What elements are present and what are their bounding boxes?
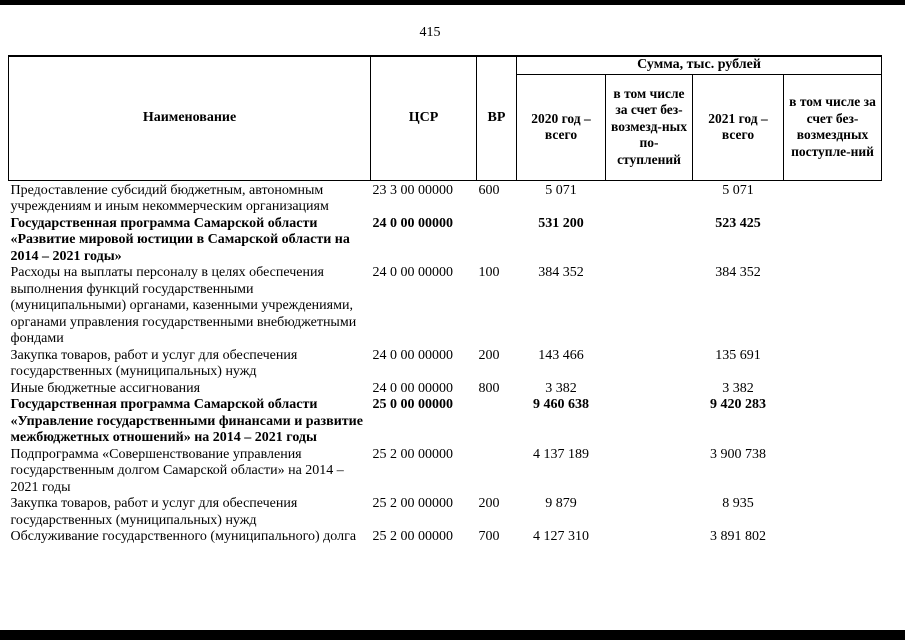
row-2021-incl: [784, 397, 882, 447]
row-vr: 600: [478, 182, 500, 198]
row-vr: 800: [478, 380, 500, 396]
row-csr: 25 0 00 00000: [372, 397, 453, 412]
row-2021-incl: [784, 447, 882, 497]
row-vr: 200: [478, 347, 500, 363]
row-2021-total: 5 071: [722, 182, 754, 198]
row-2021-incl: [784, 496, 882, 529]
row-2020-incl: [606, 397, 693, 447]
row-2020-total: 4 137 189: [533, 446, 589, 462]
header-2021-total: 2021 год – всего: [693, 74, 784, 180]
row-2021-total: 3 382: [722, 380, 754, 396]
table-row: [9, 447, 882, 497]
row-name: Обслуживание государственного (муниципального) долга: [10, 529, 357, 544]
row-2020-total: 5 071: [545, 182, 577, 198]
row-2020-total: 4 127 310: [533, 529, 589, 544]
row-vr: 700: [478, 529, 500, 544]
row-csr: 24 0 00 00000: [372, 380, 453, 396]
row-2021-total: 3 900 738: [710, 446, 766, 462]
budget-table: [8, 55, 882, 546]
row-vr: 200: [478, 496, 500, 511]
row-vr: [477, 397, 517, 447]
header-2021-incl: в том числе за счет без-возмездных поступле-ний: [784, 74, 882, 180]
row-2020-incl: [606, 529, 693, 546]
row-name: Государственная программа Самарской области «Развитие мировой юстиции в Самарской области на 2014 – 2021 годы»: [10, 215, 350, 264]
row-2020-incl: [606, 447, 693, 497]
row-2021-total: 8 935: [722, 496, 754, 511]
row-name: Иные бюджетные ассигнования: [10, 380, 201, 396]
row-2020-incl: [606, 496, 693, 529]
row-2021-incl: [784, 216, 882, 266]
row-csr: 24 0 00 00000: [372, 215, 453, 231]
row-name: Предоставление субсидий бюджетным, автономным учреждениям и иным некоммерческим организациям: [10, 182, 329, 214]
row-2021-incl: [784, 180, 882, 216]
row-csr: 25 2 00 00000: [372, 496, 453, 511]
row-csr: 24 0 00 00000: [372, 347, 453, 363]
row-2021-incl: [784, 529, 882, 546]
header-sum: Сумма, тыс. рублей: [517, 56, 882, 74]
table-row: [9, 381, 882, 398]
row-2020-incl: [606, 216, 693, 266]
row-csr: 24 0 00 00000: [372, 265, 453, 280]
row-2020-total: 143 466: [538, 347, 584, 363]
row-name: Подпрограмма «Совершенствование управления государственным долгом Самарской области» на 2014 – 2021 годы: [10, 446, 344, 495]
row-csr: 25 2 00 00000: [372, 446, 453, 462]
row-2021-total: 135 691: [715, 347, 761, 363]
row-2021-total: 9 420 283: [710, 397, 766, 412]
row-name: Закупка товаров, работ и услуг для обеспечения государственных (муниципальных) нужд: [10, 496, 298, 528]
row-2020-total: 531 200: [538, 215, 584, 231]
row-2020-total: 9 879: [545, 496, 577, 511]
row-2020-incl: [606, 265, 693, 348]
table-row: [9, 397, 882, 447]
row-2020-incl: [606, 180, 693, 216]
table-row: [9, 348, 882, 381]
row-2020-total: 3 382: [545, 380, 577, 396]
row-name: Закупка товаров, работ и услуг для обеспечения государственных (муниципальных) нужд: [10, 347, 298, 379]
row-2020-incl: [606, 348, 693, 381]
row-2020-total: 9 460 638: [533, 397, 589, 412]
row-csr: 23 3 00 00000: [372, 182, 453, 198]
header-2020-total: 2020 год – всего: [517, 74, 606, 180]
row-vr: [477, 447, 517, 497]
row-name: Государственная программа Самарской области «Управление государственными финансами и развитие межбюджетных отношений» на 2014 – 2021 годы: [10, 397, 363, 445]
table-row: [9, 180, 882, 216]
header-name: Наименование: [9, 56, 371, 180]
row-2021-incl: [784, 381, 882, 398]
bottom-rule: [0, 630, 905, 640]
row-2021-total: 384 352: [715, 265, 761, 280]
table-row: [9, 216, 882, 266]
table-row: [9, 265, 882, 348]
table-row: [9, 496, 882, 529]
table-row: [9, 529, 882, 546]
row-csr: 25 2 00 00000: [372, 529, 453, 544]
header-csr: ЦСР: [371, 56, 477, 180]
row-2021-incl: [784, 265, 882, 348]
row-2021-total: 3 891 802: [710, 529, 766, 544]
row-2021-incl: [784, 348, 882, 381]
page-number: 415: [419, 25, 441, 40]
row-vr: [477, 216, 517, 266]
row-name: Расходы на выплаты персоналу в целях обеспечения выполнения функций государственными (муниципальными) органами, казенными учреждениями, органами управления государственными внебюджетными фондами: [10, 265, 357, 346]
row-vr: 100: [478, 265, 500, 280]
row-2020-incl: [606, 381, 693, 398]
top-rule: [0, 0, 905, 5]
row-2020-total: 384 352: [538, 265, 584, 280]
header-vr: ВР: [477, 56, 517, 180]
header-2020-incl: в том числе за счет без-возмезд-ных по-ступлений: [606, 74, 693, 180]
row-2021-total: 523 425: [715, 215, 761, 231]
